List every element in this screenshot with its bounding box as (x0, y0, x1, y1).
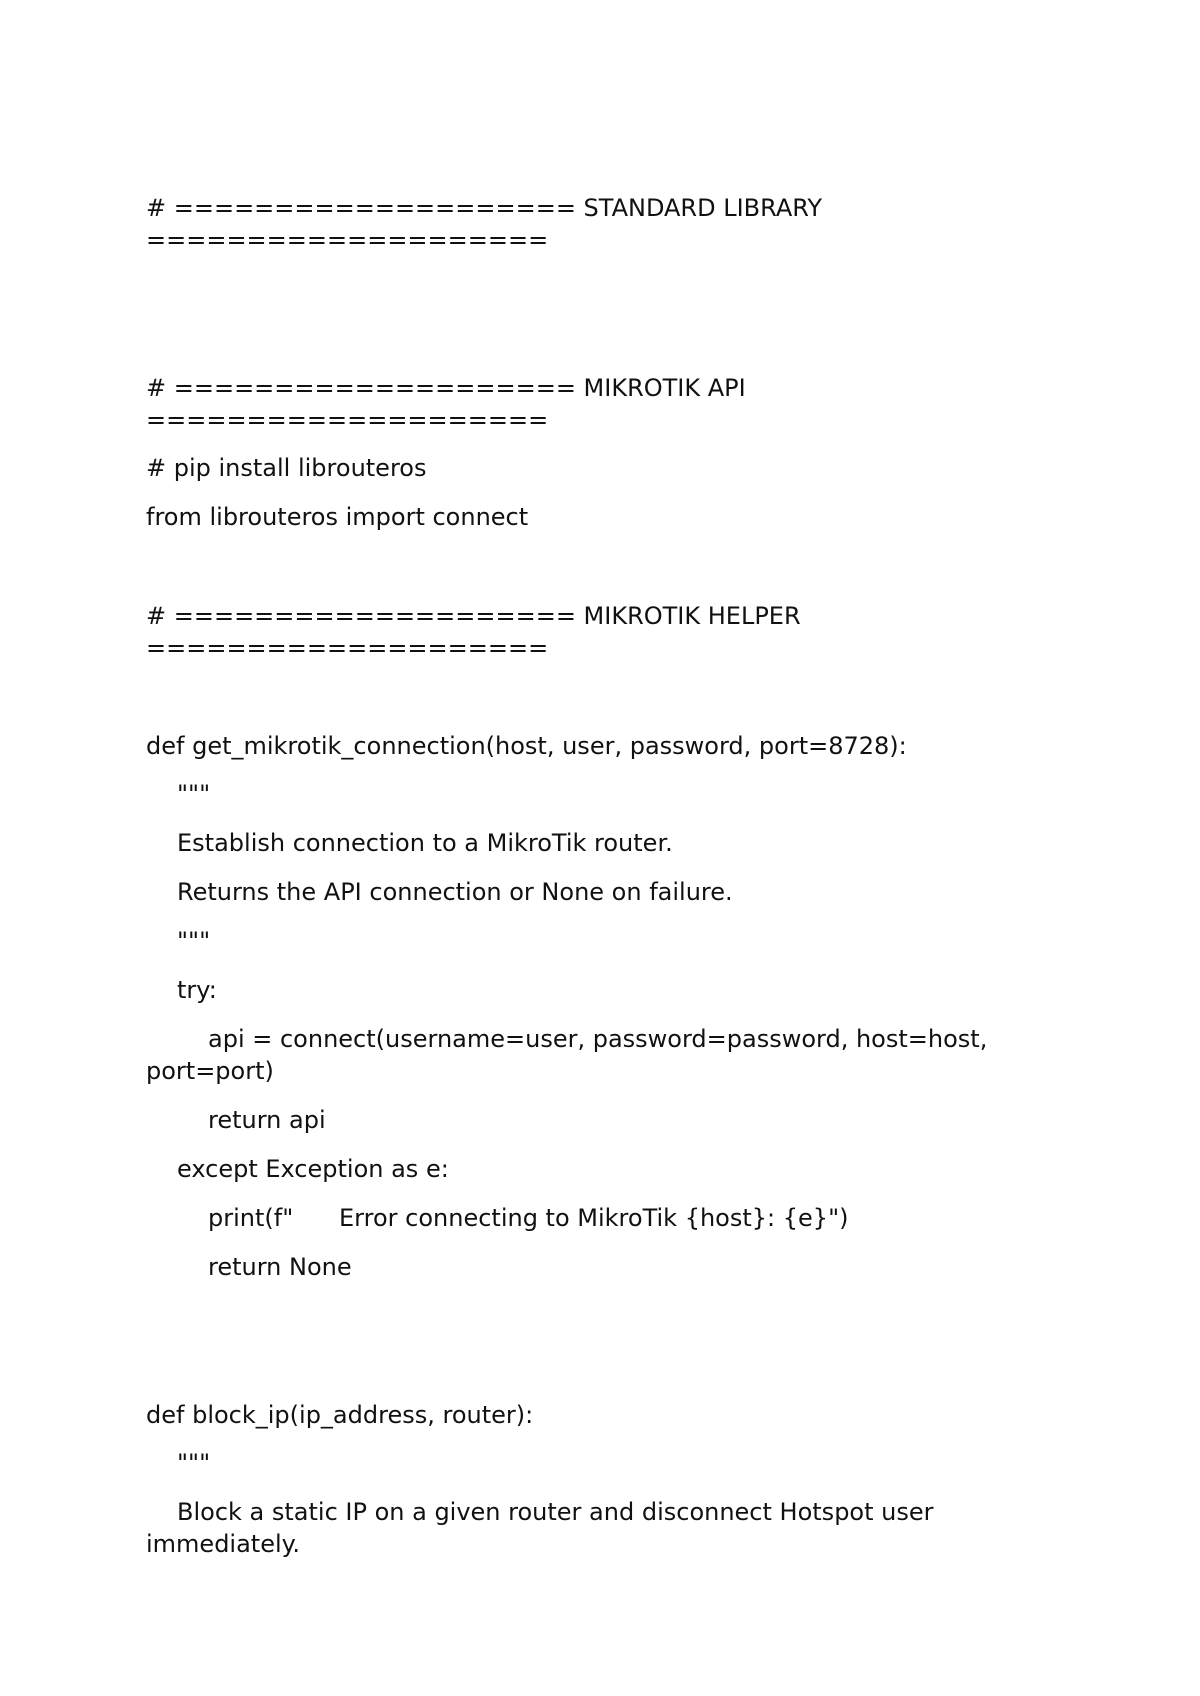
function-definition: def get_mikrotik_connection(host, user, password, port=8728): (146, 732, 907, 760)
code-line-continuation: port=port) (146, 1057, 274, 1085)
comment-standard-library: # ==================== STANDARD LIBRARY (146, 194, 823, 222)
comment-pip-install: # pip install librouteros (146, 454, 427, 482)
function-definition: def block_ip(ip_address, router): (146, 1401, 534, 1429)
docstring-line: Returns the API connection or None on failure. (177, 878, 733, 906)
code-line: return None (208, 1253, 352, 1281)
docstring-line-continuation: immediately. (146, 1530, 301, 1558)
code-line: return api (208, 1106, 326, 1134)
comment-divider: ==================== (146, 634, 549, 662)
docstring-delimiter: """ (177, 927, 211, 955)
comment-mikrotik-api: # ==================== MIKROTIK API (146, 374, 746, 402)
comment-mikrotik-helper: # ==================== MIKROTIK HELPER (146, 602, 801, 630)
docstring-line: Establish connection to a MikroTik router. (177, 829, 673, 857)
code-line: api = connect(username=user, password=password, host=host, (208, 1025, 988, 1053)
docstring-line: Block a static IP on a given router and disconnect Hotspot user (177, 1498, 934, 1526)
comment-divider: ==================== (146, 406, 549, 434)
code-line: print(f" Error connecting to MikroTik {host}: {e}") (208, 1204, 849, 1232)
docstring-delimiter: """ (177, 1449, 211, 1477)
comment-divider: ==================== (146, 226, 549, 254)
import-statement: from librouteros import connect (146, 503, 529, 531)
code-line: except Exception as e: (177, 1155, 449, 1183)
code-line: try: (177, 976, 217, 1004)
docstring-delimiter: """ (177, 780, 211, 808)
